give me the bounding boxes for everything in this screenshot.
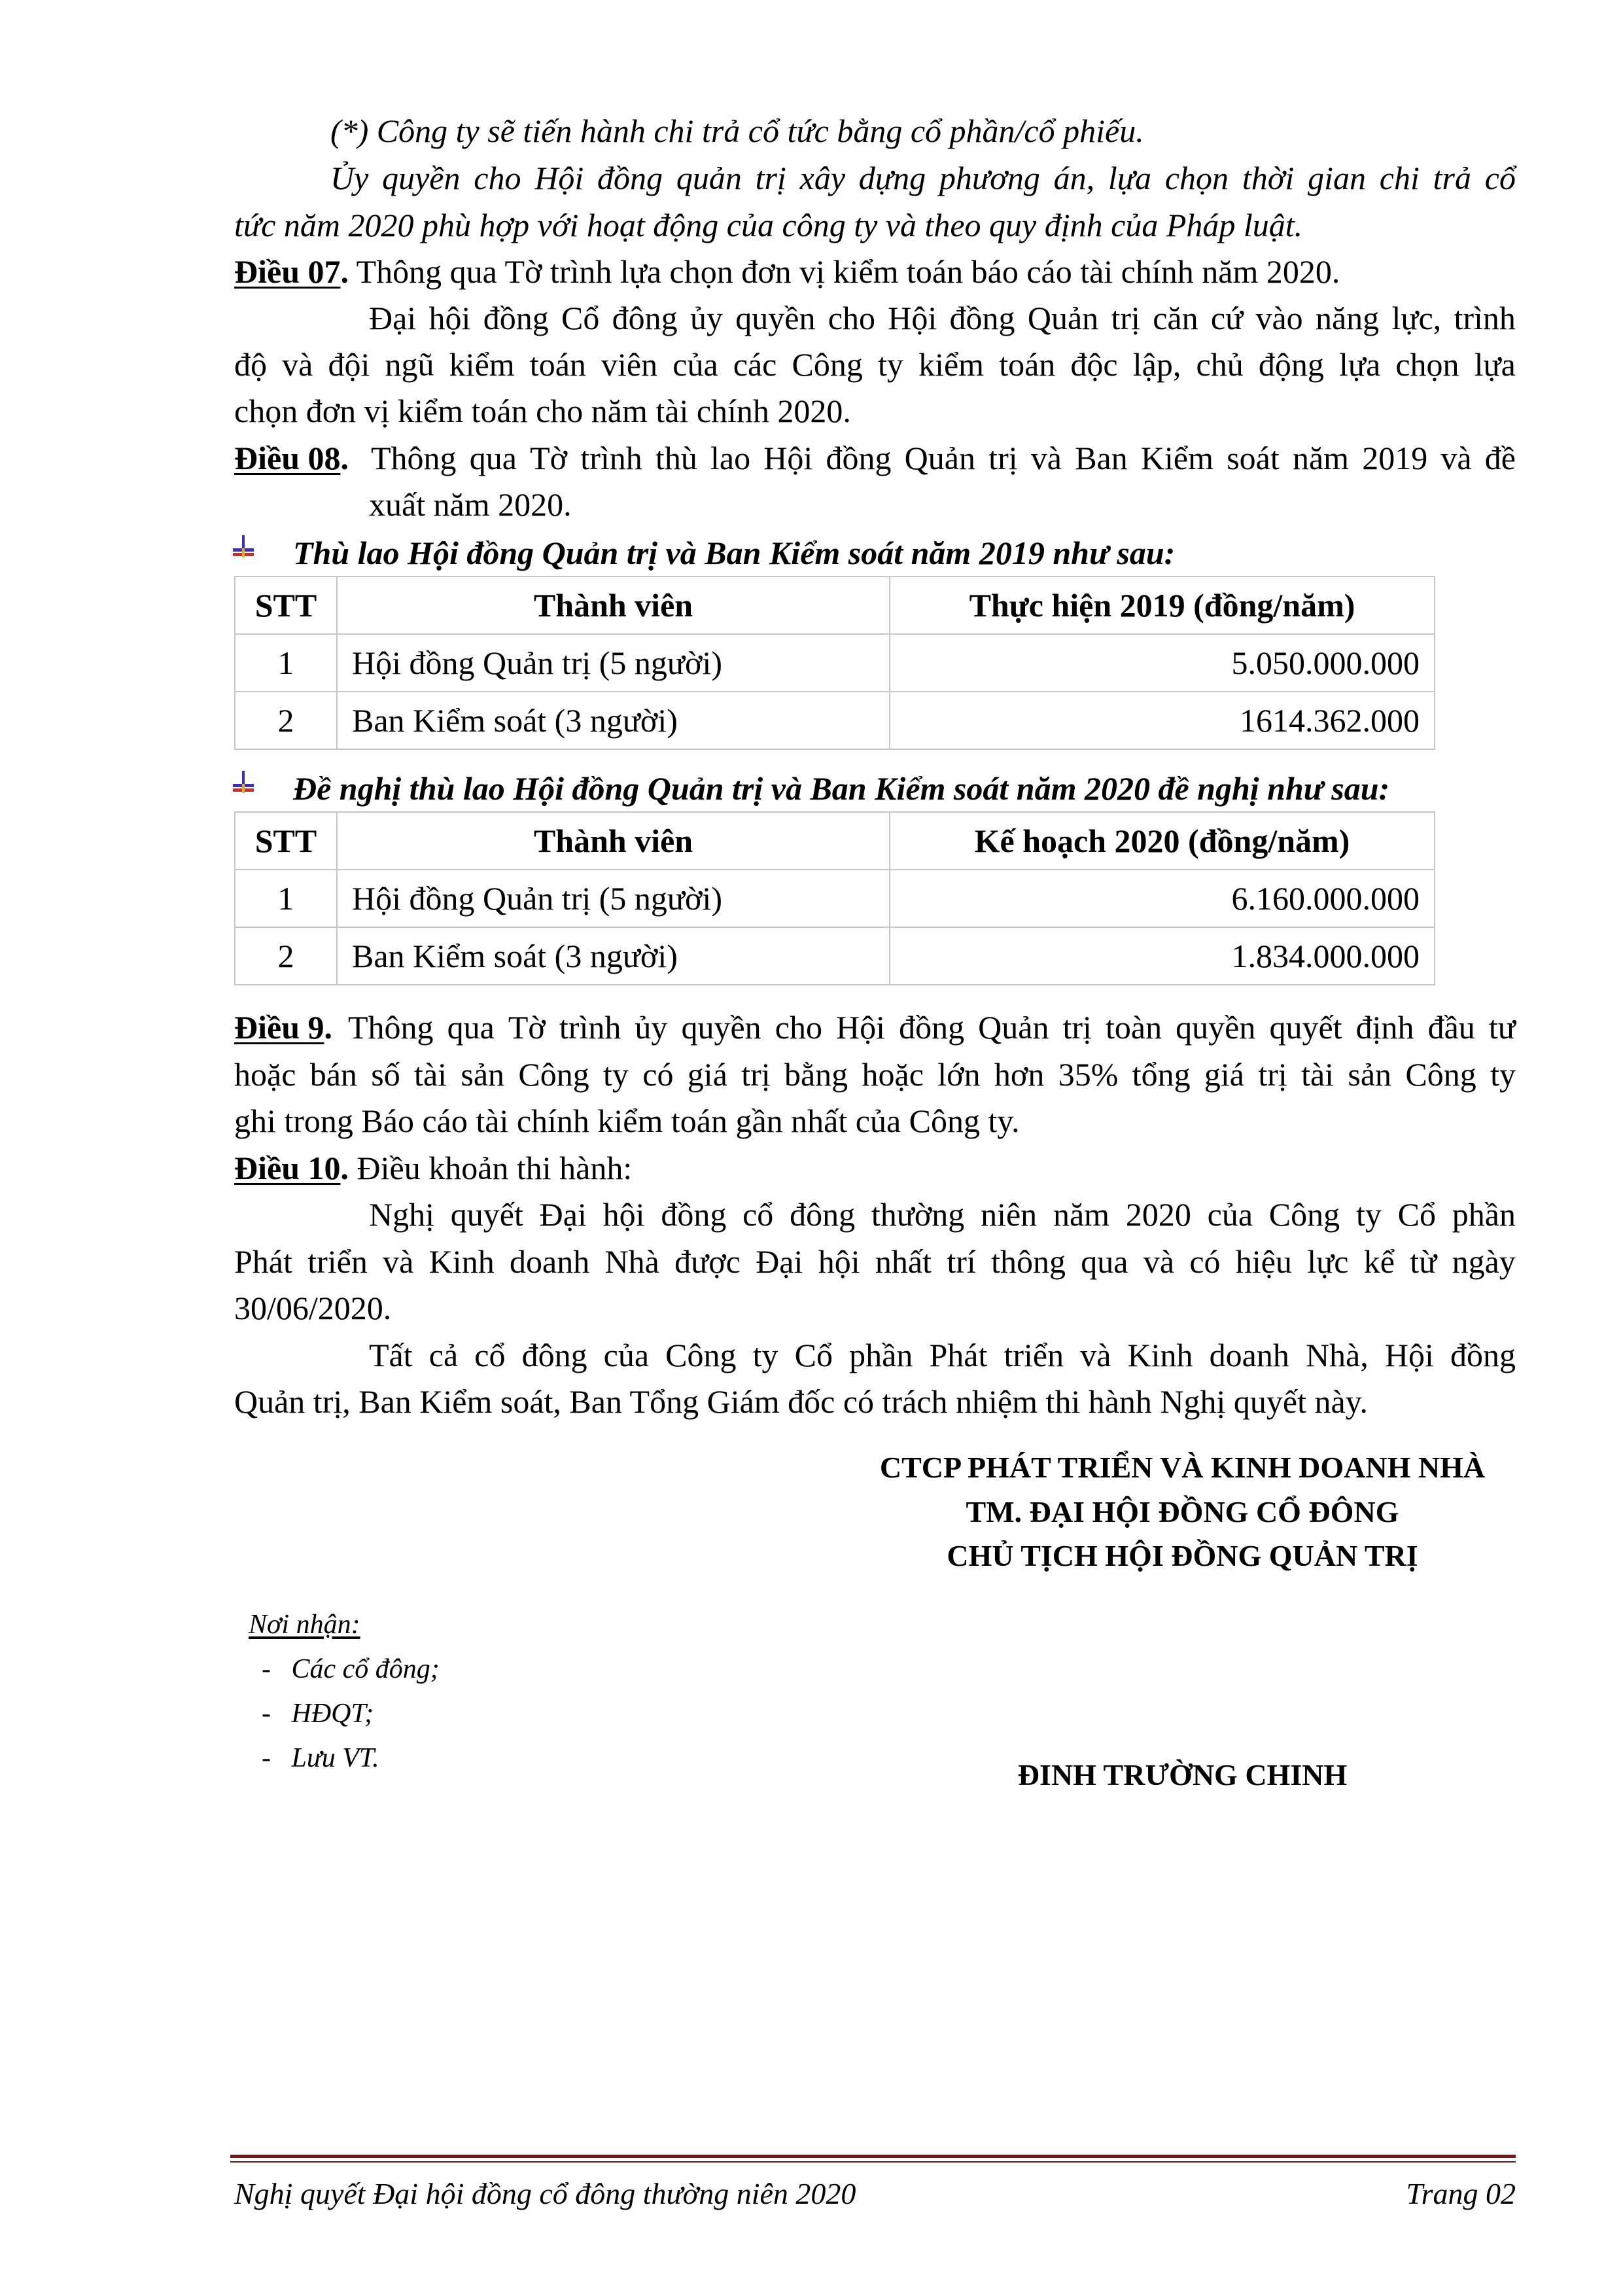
article-9-line-2 [234,1058,1516,1091]
word: đông [790,1196,856,1233]
word: vào [1255,300,1303,336]
word: thù [655,440,697,476]
word: doanh [510,1243,590,1280]
word: nhất [875,1243,932,1280]
recipient-item: - Lưu VT. [262,1743,379,1773]
word: Quản [1027,300,1099,336]
word: Hội [1384,1337,1434,1373]
word: kể [1363,1243,1395,1280]
word: phần [1452,1196,1516,1233]
word: Công [1268,1196,1340,1233]
authorize-line-1 [330,162,1516,194]
word: lựa [1338,346,1381,383]
footer-page-number: Trang 02 [1406,2177,1516,2210]
article-10-p2-line-1 [369,1339,1516,1371]
table2-heading: Đề nghị thù lao Hội đồng Quản trị và Ban Kiểm soát năm 2020 đề nghị như sau: [293,770,1390,807]
word: ty [752,1337,778,1373]
word: lao [710,440,751,476]
article-08-heading: Điều 08. Thông qua Tờ trình thù lao Hội đồng Quản trị và Ban Kiểm soát năm 2019 và đề [234,440,1516,476]
word: ty [1355,1196,1382,1233]
footer-document-title: Nghị quyết Đại hội đồng cổ đông thường niên 2020 [234,2177,856,2210]
word: bán [309,1056,357,1093]
word: quyết [1269,1009,1342,1046]
word: giá [687,1056,727,1093]
word: giá [1204,1056,1244,1093]
cell-member: Hội đồng Quản trị (5 người) [337,634,890,692]
word: định [1355,1009,1414,1046]
word: Tờ [530,440,568,476]
word: lực, [1391,300,1442,336]
word: đồng [899,1009,965,1046]
column-header-amount: Thực hiện 2019 (đồng/năm) [890,576,1435,634]
word: qua [447,1009,495,1046]
table-row [235,692,1435,749]
word: 2020 [1125,1196,1191,1233]
word: năng [1315,300,1380,336]
word: quyền [681,1009,761,1046]
word: dựng [858,160,926,196]
word: chủ [1196,346,1244,383]
cell-member: Hội đồng Quản trị (5 người) [337,870,890,927]
word: các [733,346,777,383]
word: quyền [382,160,461,196]
word: Đại [539,1196,587,1233]
word: trị [1111,300,1140,336]
word: trị [741,1056,771,1093]
cell-amount: 1.834.000.000 [890,927,1435,985]
word: trị [1258,1056,1287,1093]
word: bằng [784,1056,848,1093]
bullet-arrow-icon [233,535,254,557]
word: quyết [450,1196,523,1233]
word: trình [1454,300,1516,336]
word: đồng [949,300,1015,336]
word: Thông [348,1009,434,1046]
word: 2019 [1362,440,1428,476]
table-row [235,870,1435,927]
column-header-member: Thành viên [337,812,890,870]
word: Tất [369,1337,413,1373]
table-row [235,634,1435,692]
word: ngày [1452,1243,1516,1280]
article-9-heading: Điều 9. Thông qua Tờ trình ủy quyền cho Hội đồng Quản trị toàn quyền quyết định đầu tư [234,1009,1516,1046]
cell-member: Ban Kiểm soát (3 người) [337,927,890,985]
cell-amount: 1614.362.000 [890,692,1435,749]
word: và [1080,1337,1111,1373]
word: có [642,1056,674,1093]
word: quyền [735,300,816,336]
word: kiểm [449,346,515,383]
word: Đại [756,1243,803,1280]
word: đội [328,346,370,383]
word: hoặc [234,1056,296,1093]
word: cứ [1210,300,1244,336]
cell-stt: 2 [235,927,337,985]
word: thường [871,1196,965,1233]
word: Hội [836,1009,886,1046]
article-07-paragraph-line-3: chọn đơn vị kiểm toán cho năm tài chính 2020. [234,393,851,429]
word: án, [1053,160,1095,196]
article-10-p2-line-2: Quản trị, Ban Kiểm soát, Ban Tổng Giám đốc có trách nhiệm thi hành Nghị quyết này. [234,1383,1368,1420]
word: tài [414,1056,447,1093]
word: ty [603,1056,629,1093]
recipient-item: - HĐQT; [262,1699,374,1729]
word: Cổ [1397,1196,1436,1233]
word: xây [799,160,846,196]
word: viên [601,346,658,383]
article-10-p1-line-1 [369,1198,1516,1231]
article-10-heading: Điều 10. Điều khoản thi hành: [234,1150,633,1186]
word: Công [1405,1056,1476,1093]
authorize-line-2: tức năm 2020 phù hợp với hoạt động của công ty và theo quy định của Pháp luật. [234,207,1303,243]
article-10-p1-line-3: 30/06/2020. [234,1290,392,1326]
word: năm [1292,440,1350,476]
word: căn [1153,300,1198,336]
word: tài [1301,1056,1335,1093]
word: Công [518,1056,589,1093]
word: Quản [904,440,975,476]
word: hội [428,300,471,336]
word: Nghị [369,1196,434,1233]
word: qua [469,440,517,476]
word: trị [988,440,1018,476]
word: và [1440,440,1472,476]
remuneration-2020-table [234,811,1435,985]
word: chọn [1395,346,1459,383]
article-9-label: Điều 9 [234,1009,324,1046]
word: quản [676,160,742,196]
word: Cổ [794,1337,833,1373]
word: cả [428,1337,459,1373]
article-07-paragraph-line-1 [369,302,1516,334]
article-9-line-3: ghi trong Báo cáo tài chính kiểm toán gần nhất của Công ty. [234,1103,1020,1139]
word: Tờ [508,1009,546,1046]
word: Công [792,346,863,383]
word: chi [1379,160,1420,196]
table-header-row [235,576,1435,634]
word: hơn [994,1056,1045,1093]
word: thời [1242,160,1295,196]
word: số [371,1056,400,1093]
word: và [1143,1243,1175,1280]
word: Cổ [561,300,600,336]
cell-stt: 1 [235,870,337,927]
word: có [1189,1243,1221,1280]
footer-rule [230,2155,1516,2158]
word: tổng [1132,1056,1191,1093]
word: đông [521,1337,587,1373]
article-10-p1-line-2 [234,1245,1516,1278]
signature-chairman-title: CHỦ TỊCH HỘI ĐỒNG QUẢN TRỊ [947,1539,1418,1572]
word: doanh [1209,1337,1289,1373]
word: cổ [742,1196,774,1233]
word: chọn [1164,160,1229,196]
article-07-paragraph-line-2 [234,348,1516,381]
word: gian [1308,160,1366,196]
cell-stt: 1 [235,634,337,692]
word: hoặc [862,1056,924,1093]
word: lực [1307,1243,1349,1280]
word: niên [981,1196,1038,1233]
word: đồng [1450,1337,1516,1373]
word: hiệu [1235,1243,1292,1280]
remuneration-2019-table [234,576,1435,750]
word: đồng [661,1196,727,1233]
word: đồng [597,160,663,196]
word: hội [818,1243,860,1280]
cell-amount: 6.160.000.000 [890,870,1435,927]
word: trình [559,1009,621,1046]
signer-name: ĐINH TRƯỜNG CHINH [1017,1758,1348,1792]
word: kiểm [918,346,985,383]
word: trị [1062,1009,1092,1046]
word: và [383,1243,414,1280]
column-header-member: Thành viên [337,576,890,634]
word: Hội [763,440,813,476]
word: toán [529,346,586,383]
word: triển [307,1243,368,1280]
column-header-amount: Kế hoạch 2020 (đồng/năm) [890,812,1435,870]
article-08-title-line-2: xuất năm 2020. [369,486,572,523]
table-row [235,927,1435,985]
word: đồng [483,300,549,336]
word: soát [1227,440,1280,476]
word: Kiểm [1140,440,1214,476]
article-07-label: Điều 07 [234,253,341,290]
word: Kinh [428,1243,495,1280]
word: toàn [1106,1009,1162,1046]
word: phương [939,160,1040,196]
article-07-title: Thông qua Tờ trình lựa chọn đơn vị kiểm toán báo cáo tài chính năm 2020. [356,253,1340,290]
article-9-line-1 [348,1011,1516,1044]
recipient-item: - Các cổ đông; [262,1654,440,1684]
word: cho [775,1009,822,1046]
article-10-label: Điều 10 [234,1150,341,1186]
word: trí [947,1243,976,1280]
table1-heading: Thù lao Hội đồng Quản trị và Ban Kiểm soát năm 2019 như sau: [293,535,1176,571]
word: ngũ [385,346,434,383]
word: thông [991,1243,1066,1280]
cell-amount: 5.050.000.000 [890,634,1435,692]
column-header-stt: STT [235,576,337,634]
word: toán [999,346,1056,383]
word: Nhà, [1305,1337,1369,1373]
word: trị [755,160,786,196]
word: lớn [937,1056,981,1093]
word: cho [474,160,521,196]
dividend-note: (*) Công ty sẽ tiến hành chi trả cổ tức bằng cổ phần/cổ phiếu. [330,113,1144,149]
word: trả [1433,160,1471,196]
word: độ [234,346,267,383]
word: lựa [1474,346,1516,383]
word: Phát [234,1243,292,1280]
cell-member: Ban Kiểm soát (3 người) [337,692,890,749]
word: Hội [888,300,937,336]
recipients-title: Nơi nhận: [249,1610,360,1640]
word: cổ [474,1337,506,1373]
word: của [603,1337,650,1373]
signature-company: CTCP PHÁT TRIỂN VÀ KINH DOANH NHÀ [879,1451,1486,1484]
word: qua [1081,1243,1128,1280]
footer-rule-thin [230,2161,1516,2163]
column-header-stt: STT [235,812,337,870]
word: đông [612,300,678,336]
signature-representative: TM. ĐẠI HỘI ĐỒNG CỔ ĐÔNG [966,1495,1399,1528]
word: Đại [369,300,417,336]
word: Thông [371,440,457,476]
word: Ủy [330,160,369,196]
word: và [282,346,313,383]
word: phần [849,1337,913,1373]
word: sản [1348,1056,1392,1093]
word: quyền [1176,1009,1256,1046]
word: Ban [1075,440,1128,476]
word: ủy [635,1009,668,1046]
word: động [1258,346,1324,383]
article-08-title-line-1 [371,442,1516,474]
word: của [1207,1196,1253,1233]
word: trình [580,440,642,476]
bullet-arrow-icon [233,771,254,793]
word: Hội [534,160,584,196]
article-07-heading: Điều 07. Thông qua Tờ trình lựa chọn đơn vị kiểm toán báo cáo tài chính năm 2020. [234,253,1340,290]
word: năm [1053,1196,1110,1233]
table-header-row [235,812,1435,870]
word: Kinh [1127,1337,1193,1373]
word: cổ [1484,160,1516,196]
word: và [1030,440,1062,476]
word: cho [828,300,875,336]
word: được [674,1243,741,1280]
word: 35% [1058,1056,1119,1093]
article-10-title: Điều khoản thi hành: [357,1150,633,1186]
article-08-label: Điều 08 [234,440,341,476]
word: ty [878,346,903,383]
word: Công [665,1337,737,1373]
word: từ [1410,1243,1437,1280]
word: tư [1488,1009,1516,1046]
word: triển [1003,1337,1064,1373]
cell-stt: 2 [235,692,337,749]
word: ty [1490,1056,1516,1093]
word: đồng [826,440,892,476]
word: độc [1070,346,1118,383]
word: của [672,346,718,383]
word: lập, [1132,346,1181,383]
word: Quản [978,1009,1049,1046]
word: hội [602,1196,645,1233]
word: đầu [1427,1009,1475,1046]
word: Phát [929,1337,988,1373]
word: đề [1484,440,1516,476]
word: ủy [689,300,723,336]
word: lựa [1108,160,1152,196]
word: Nhà [604,1243,659,1280]
word: sản [461,1056,505,1093]
